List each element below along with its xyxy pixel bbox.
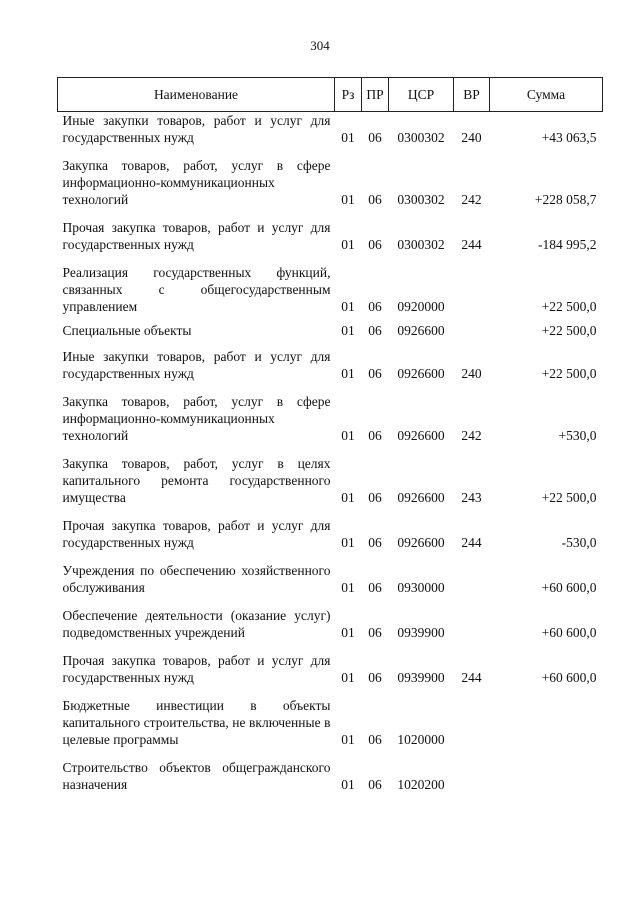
header-name: Наименование: [58, 78, 335, 112]
row-sum: +22 500,0: [541, 490, 597, 505]
row-sum: [490, 686, 603, 748]
row-vr: 240: [461, 130, 482, 145]
row-vr: 240: [461, 366, 482, 381]
row-name: Реализация государственных функций, связанных с общегосударственным управлением: [62, 265, 331, 314]
table-header-row: [58, 78, 603, 112]
row-pr: 06: [368, 777, 382, 792]
table-row: [58, 748, 603, 793]
row-pr: 06: [368, 299, 382, 314]
header-rz: Рз: [335, 78, 362, 112]
row-sum: -530,0: [561, 535, 597, 550]
row-rz: 01: [341, 777, 355, 792]
budget-table: [57, 77, 603, 793]
row-sum: +60 600,0: [541, 670, 597, 685]
row-rz: 01: [341, 670, 355, 685]
row-vr: 244: [461, 237, 482, 252]
header-vr: ВР: [454, 78, 490, 112]
row-rz: 01: [341, 490, 355, 505]
row-name: Бюджетные инвестиции в объекты капитального строительства, не включенные в целевые программы: [62, 698, 331, 747]
row-vr: [454, 315, 490, 339]
row-vr: [454, 686, 490, 748]
table-row: [58, 382, 603, 444]
table-row: [58, 686, 603, 748]
row-sum: +60 600,0: [541, 625, 597, 640]
row-csr: 0939900: [397, 670, 445, 685]
row-csr: 0926600: [397, 366, 445, 381]
row-pr: 06: [368, 625, 382, 640]
table-row: [58, 506, 603, 551]
row-pr: 06: [368, 535, 382, 550]
row-rz: 01: [341, 625, 355, 640]
row-vr: [454, 596, 490, 641]
row-name: Учреждения по обеспечению хозяйственного обслуживания: [62, 563, 331, 595]
row-rz: 01: [341, 535, 355, 550]
table-row: [58, 315, 603, 339]
row-sum: +43 063,5: [541, 130, 597, 145]
row-sum: +530,0: [558, 428, 597, 443]
row-csr: 1020200: [397, 777, 445, 792]
row-rz: 01: [341, 580, 355, 595]
row-csr: 0920000: [397, 299, 445, 314]
row-pr: 06: [368, 490, 382, 505]
row-vr: 242: [461, 192, 482, 207]
row-rz: 01: [341, 237, 355, 252]
table-row: [58, 208, 603, 253]
table-row: [58, 253, 603, 315]
row-name: Закупка товаров, работ, услуг в сфере информационно-коммуникационных технологий: [62, 158, 331, 207]
row-pr: 06: [368, 130, 382, 145]
table-row: [58, 339, 603, 382]
table-row: [58, 596, 603, 641]
row-vr: [454, 748, 490, 793]
row-vr: 244: [461, 670, 482, 685]
row-csr: 0926600: [397, 323, 445, 338]
row-vr: [454, 551, 490, 596]
header-csr: ЦСР: [389, 78, 454, 112]
row-name: Прочая закупка товаров, работ и услуг для государственных нужд: [62, 220, 331, 252]
row-vr: 243: [461, 490, 482, 505]
table-row: [58, 112, 603, 147]
row-name: Иные закупки товаров, работ и услуг для государственных нужд: [62, 349, 331, 381]
row-name: Закупка товаров, работ, услуг в сфере информационно-коммуникационных технологий: [62, 394, 331, 443]
row-csr: 0300302: [397, 237, 445, 252]
row-rz: 01: [341, 428, 355, 443]
row-name: Иные закупки товаров, работ и услуг для государственных нужд: [62, 113, 331, 145]
row-pr: 06: [368, 192, 382, 207]
row-rz: 01: [341, 323, 355, 338]
row-csr: 0930000: [397, 580, 445, 595]
row-name: Закупка товаров, работ, услуг в целях капитального ремонта государственного имущества: [62, 456, 331, 505]
table-body: [58, 112, 603, 794]
header-sum: Сумма: [490, 78, 603, 112]
row-pr: 06: [368, 428, 382, 443]
row-rz: 01: [341, 732, 355, 747]
row-sum: +228 058,7: [534, 192, 597, 207]
table-row: [58, 146, 603, 208]
row-sum: +60 600,0: [541, 580, 597, 595]
row-pr: 06: [368, 732, 382, 747]
table-row: [58, 641, 603, 686]
row-sum: [490, 748, 603, 793]
row-pr: 06: [368, 237, 382, 252]
row-csr: 1020000: [397, 732, 445, 747]
row-pr: 06: [368, 366, 382, 381]
row-csr: 0926600: [397, 490, 445, 505]
row-sum: -184 995,2: [538, 237, 597, 252]
row-vr: 244: [461, 535, 482, 550]
row-csr: 0926600: [397, 535, 445, 550]
row-name: Прочая закупка товаров, работ и услуг для государственных нужд: [62, 518, 331, 550]
table-row: [58, 444, 603, 506]
header-pr: ПР: [362, 78, 389, 112]
row-csr: 0939900: [397, 625, 445, 640]
row-rz: 01: [341, 299, 355, 314]
row-name: Строительство объектов общегражданского назначения: [62, 760, 331, 792]
row-pr: 06: [368, 580, 382, 595]
row-name: Прочая закупка товаров, работ и услуг для государственных нужд: [62, 653, 331, 685]
row-rz: 01: [341, 130, 355, 145]
row-pr: 06: [368, 670, 382, 685]
row-sum: +22 500,0: [541, 299, 597, 314]
row-rz: 01: [341, 192, 355, 207]
row-name: Обеспечение деятельности (оказание услуг) подведомственных учреждений: [62, 608, 331, 640]
row-csr: 0300302: [397, 192, 445, 207]
row-vr: 242: [461, 428, 482, 443]
row-pr: 06: [368, 323, 382, 338]
row-csr: 0926600: [397, 428, 445, 443]
row-vr: [454, 253, 490, 315]
row-csr: 0300302: [397, 130, 445, 145]
table-row: [58, 551, 603, 596]
row-name: Специальные объекты: [62, 323, 192, 338]
page-number: 304: [310, 38, 330, 53]
row-rz: 01: [341, 366, 355, 381]
row-sum: +22 500,0: [541, 366, 597, 381]
row-sum: +22 500,0: [541, 323, 597, 338]
